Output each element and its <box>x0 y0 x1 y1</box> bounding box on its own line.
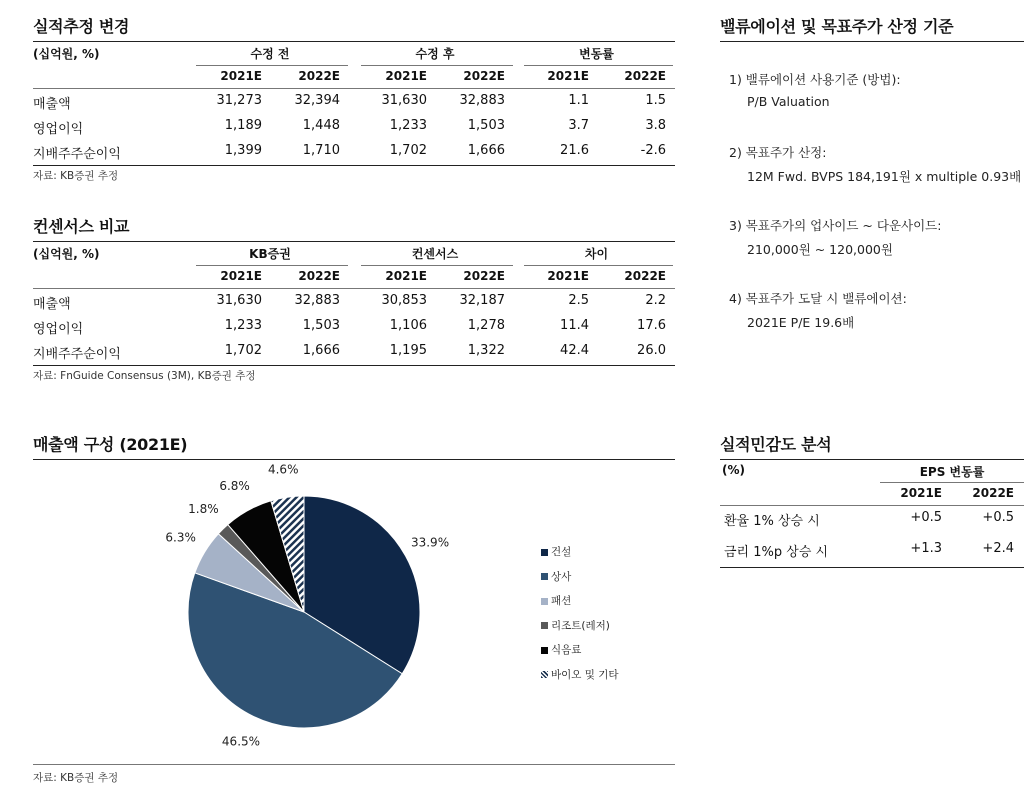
earnings-revision-row-value: 1,448 <box>302 118 340 133</box>
earnings-revision-row-value: 31,273 <box>216 93 262 108</box>
consensus-source: 자료: FnGuide Consensus (3M), KB증권 추정 <box>33 370 256 382</box>
legend-swatch <box>541 647 548 654</box>
sensitivity-year-2021: 2021E <box>900 486 942 500</box>
earnings-revision-top-rule <box>33 41 675 42</box>
consensus-row-value: 1,322 <box>467 343 505 358</box>
consensus-group-rule <box>524 265 673 266</box>
consensus-row-value: 32,883 <box>294 293 340 308</box>
consensus-row-value: 17.6 <box>637 318 666 333</box>
pie-slice-label: 46.5% <box>221 734 261 749</box>
earnings-revision-group-header: 수정 후 <box>415 47 455 61</box>
pie-slice-label: 4.6% <box>267 462 299 477</box>
earnings-revision-row-value: 32,394 <box>294 93 340 108</box>
legend-item <box>541 667 619 682</box>
earnings-revision-year-header: 2021E <box>547 69 589 83</box>
valuation-item-3-heading: 3) 목표주가의 업사이드 ~ 다운사이드: <box>729 218 942 233</box>
earnings-revision-group-header: 수정 전 <box>250 47 290 61</box>
earnings-revision-row-value: 1,710 <box>302 143 340 158</box>
consensus-row-value: 32,187 <box>459 293 505 308</box>
consensus-row-value: 1,278 <box>467 318 505 333</box>
earnings-revision-row-value: 1.1 <box>568 93 589 108</box>
consensus-unit: (십억원, %) <box>33 247 100 261</box>
earnings-revision-row-label: 영업이익 <box>33 122 84 137</box>
consensus-row-value: 1,233 <box>224 318 262 333</box>
earnings-revision-bottom-rule <box>33 165 675 166</box>
consensus-row-label: 매출액 <box>33 297 71 312</box>
earnings-revision-year-header: 2021E <box>385 69 427 83</box>
earnings-revision-year-header: 2022E <box>463 69 505 83</box>
sensitivity-header-rule <box>720 505 1024 506</box>
valuation-item-4-detail: 2021E P/E 19.6배 <box>747 315 855 330</box>
earnings-revision-year-header: 2022E <box>624 69 666 83</box>
legend-label: 건설 <box>551 546 572 558</box>
earnings-revision-row-value: -2.6 <box>640 143 666 158</box>
consensus-row-value: 1,195 <box>389 343 427 358</box>
legend-item <box>541 593 571 608</box>
earnings-revision-row-label: 매출액 <box>33 97 71 112</box>
legend-swatch <box>541 622 548 629</box>
legend-swatch <box>541 671 548 678</box>
consensus-row-value: 2.5 <box>568 293 589 308</box>
valuation-title: 밸류에이션 및 목표주가 산정 기준 <box>720 17 954 36</box>
valuation-item-2-heading: 2) 목표주가 산정: <box>729 145 827 160</box>
consensus-year-header: 2022E <box>298 269 340 283</box>
consensus-bottom-rule <box>33 365 675 366</box>
sensitivity-group-rule <box>880 482 1024 483</box>
consensus-group-header: 차이 <box>584 247 609 261</box>
earnings-revision-group-header: 변동률 <box>579 47 614 61</box>
earnings-revision-row-value: 1,702 <box>389 143 427 158</box>
earnings-revision-year-header: 2022E <box>298 69 340 83</box>
sensitivity-title: 실적민감도 분석 <box>720 435 832 454</box>
consensus-row-value: 2.2 <box>645 293 666 308</box>
earnings-revision-unit: (십억원, %) <box>33 47 100 61</box>
legend-item <box>541 544 571 559</box>
consensus-row-value: 1,702 <box>224 343 262 358</box>
valuation-item-1-heading: 1) 밸류에이션 사용기준 (방법): <box>729 72 901 87</box>
legend-swatch <box>541 549 548 556</box>
pie-slice-label: 33.9% <box>410 535 450 550</box>
earnings-revision-group-rule <box>196 65 348 66</box>
consensus-year-header: 2022E <box>463 269 505 283</box>
consensus-row-value: 1,666 <box>302 343 340 358</box>
earnings-revision-row-value: 32,883 <box>459 93 505 108</box>
sensitivity-unit: (%) <box>722 463 745 477</box>
earnings-revision-row-value: 1,399 <box>224 143 262 158</box>
sensitivity-row-1-2022: +0.5 <box>982 510 1014 525</box>
consensus-top-rule <box>33 241 675 242</box>
earnings-revision-year-header: 2021E <box>220 69 262 83</box>
consensus-row-value: 26.0 <box>637 343 666 358</box>
earnings-revision-row-value: 1.5 <box>645 93 666 108</box>
consensus-title: 컨센서스 비교 <box>33 217 130 236</box>
earnings-revision-row-value: 21.6 <box>560 143 589 158</box>
consensus-row-value: 30,853 <box>381 293 427 308</box>
consensus-row-label: 영업이익 <box>33 322 84 337</box>
earnings-revision-row-label: 지배주주순이익 <box>33 147 121 162</box>
consensus-year-header: 2021E <box>220 269 262 283</box>
consensus-year-header: 2021E <box>547 269 589 283</box>
legend-label: 패션 <box>551 595 572 607</box>
sensitivity-row-2-label: 금리 1%p 상승 시 <box>724 545 829 560</box>
consensus-row-value: 1,106 <box>389 318 427 333</box>
earnings-revision-group-rule <box>524 65 673 66</box>
revenue-mix-title: 매출액 구성 (2021E) <box>33 435 188 454</box>
revenue-mix-pie-chart <box>33 462 675 762</box>
consensus-row-value: 1,503 <box>302 318 340 333</box>
legend-item <box>541 642 581 657</box>
valuation-item-1-detail: P/B Valuation <box>747 94 830 109</box>
consensus-year-header: 2021E <box>385 269 427 283</box>
consensus-group-header: KB증권 <box>249 247 291 261</box>
earnings-revision-title: 실적추정 변경 <box>33 17 130 36</box>
consensus-group-rule <box>196 265 348 266</box>
sensitivity-row-1-2021: +0.5 <box>910 510 942 525</box>
sensitivity-row-2-2021: +1.3 <box>910 541 942 556</box>
legend-label: 식음료 <box>551 644 582 656</box>
sensitivity-row-2-2022: +2.4 <box>982 541 1014 556</box>
pie-slice-label: 6.3% <box>165 530 196 545</box>
sensitivity-top-rule <box>720 459 1024 460</box>
earnings-revision-row-value: 1,503 <box>467 118 505 133</box>
earnings-revision-row-value: 31,630 <box>381 93 427 108</box>
earnings-revision-row-value: 3.7 <box>568 118 589 133</box>
consensus-year-header: 2022E <box>624 269 666 283</box>
pie-slice-label: 6.8% <box>219 478 250 493</box>
consensus-row-label: 지배주주순이익 <box>33 347 121 362</box>
revenue-mix-source: 자료: KB증권 추정 <box>33 772 119 784</box>
earnings-revision-header-rule <box>33 88 675 89</box>
consensus-header-rule <box>33 288 675 289</box>
pie-slice-label: 1.8% <box>188 501 219 516</box>
consensus-row-value: 42.4 <box>560 343 589 358</box>
legend-label: 바이오 및 기타 <box>551 668 619 681</box>
legend-swatch <box>541 573 548 580</box>
revenue-mix-top-rule <box>33 459 675 460</box>
legend-item <box>541 618 610 633</box>
valuation-item-2-detail: 12M Fwd. BVPS 184,191원 x multiple 0.93배 <box>747 169 1022 184</box>
earnings-revision-group-rule <box>361 65 513 66</box>
earnings-revision-source: 자료: KB증권 추정 <box>33 170 119 182</box>
revenue-mix-bottom-rule <box>33 764 675 765</box>
earnings-revision-row-value: 1,189 <box>224 118 262 133</box>
legend-label: 리조트(레저) <box>551 619 610 632</box>
sensitivity-group: EPS 변동률 <box>919 465 985 479</box>
consensus-row-value: 31,630 <box>216 293 262 308</box>
earnings-revision-row-value: 1,233 <box>389 118 427 133</box>
legend-swatch <box>541 598 548 605</box>
consensus-group-rule <box>361 265 513 266</box>
valuation-item-4-heading: 4) 목표주가 도달 시 밸류에이션: <box>729 291 907 306</box>
sensitivity-bottom-rule <box>720 567 1024 568</box>
consensus-row-value: 11.4 <box>560 318 589 333</box>
legend-item <box>541 569 571 584</box>
sensitivity-row-1-label: 환율 1% 상승 시 <box>724 514 820 529</box>
sensitivity-year-2022: 2022E <box>972 486 1014 500</box>
legend-label: 상사 <box>551 570 572 583</box>
consensus-group-header: 컨센서스 <box>411 247 459 261</box>
earnings-revision-row-value: 3.8 <box>645 118 666 133</box>
valuation-top-rule <box>720 41 1024 42</box>
earnings-revision-row-value: 1,666 <box>467 143 505 158</box>
valuation-item-3-detail: 210,000원 ~ 120,000원 <box>747 242 893 257</box>
